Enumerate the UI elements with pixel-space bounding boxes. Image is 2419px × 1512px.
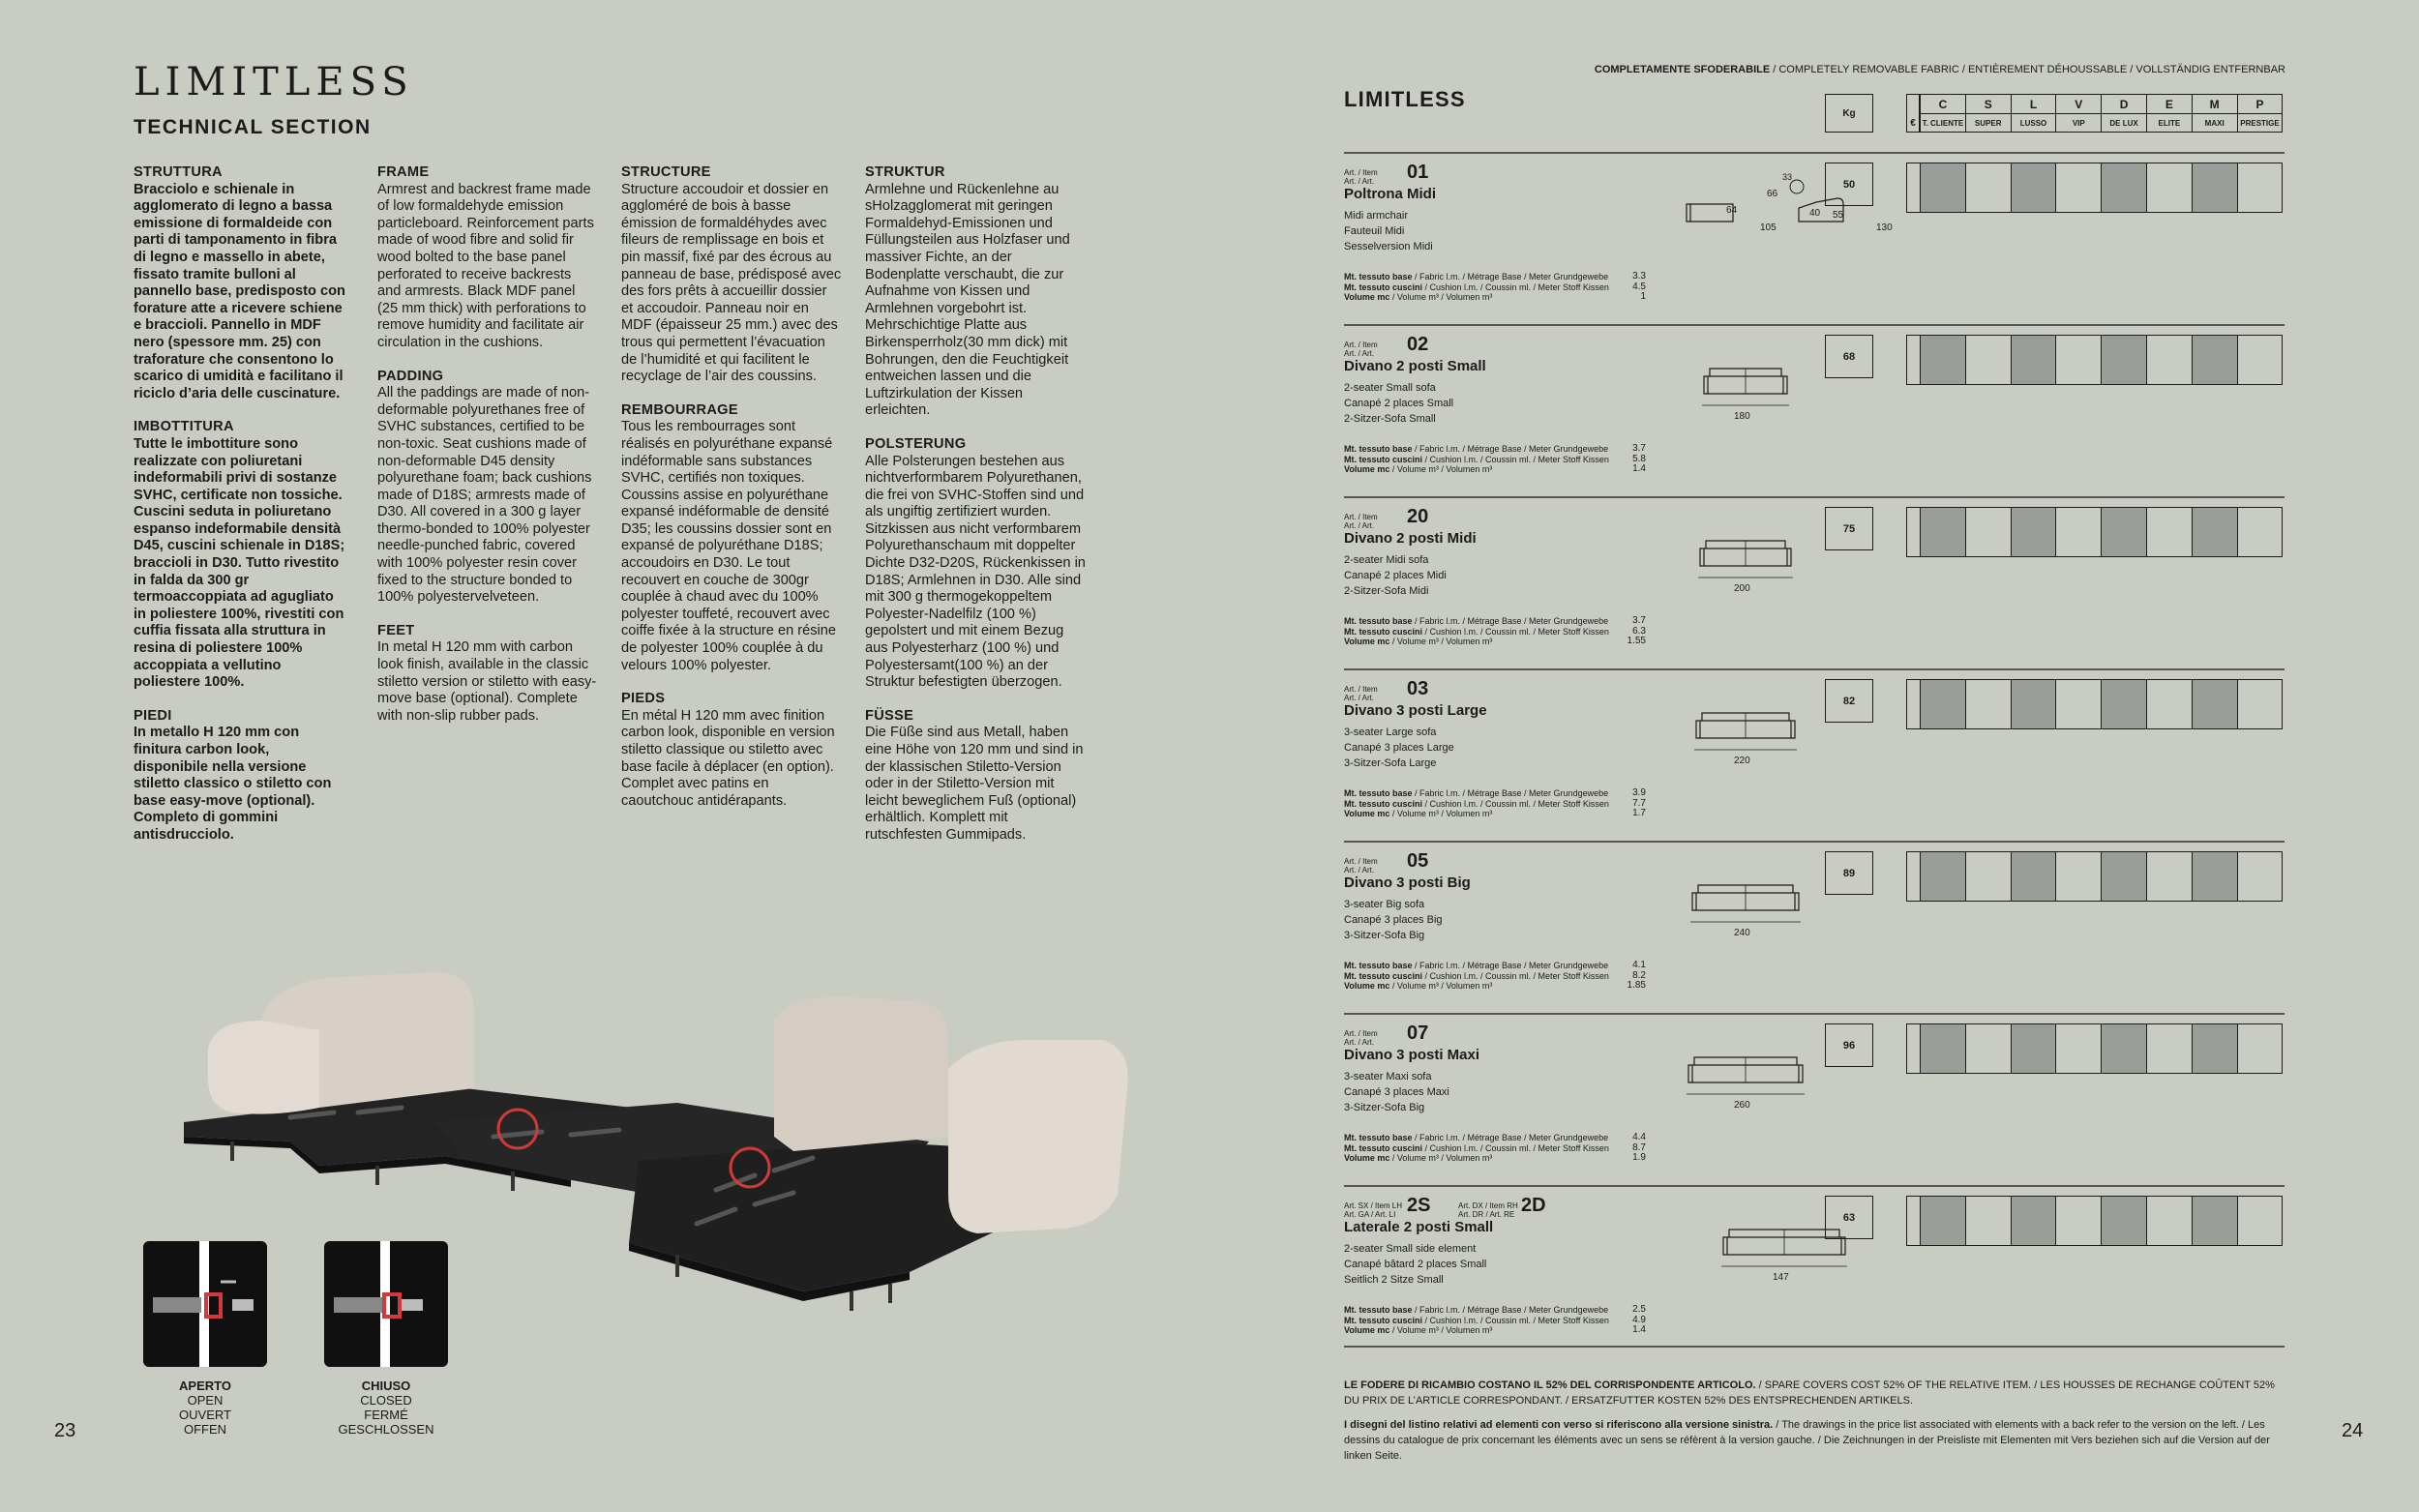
price-grid xyxy=(1906,851,2283,902)
heading: FRAME xyxy=(377,164,430,180)
fabric-labels: Mt. tessuto base / Fabric l.m. / Métrage Base / Meter Grundgewebe Mt. tessuto cuscini / Cushion l.m. / Coussin ml. / Meter Stoff Kissen Volume mc / Volume m³ / Volumen m³ xyxy=(1344,961,1609,991)
fabric-values: 3.7 6.3 1.55 xyxy=(1627,615,1646,646)
removable-fabric-note: COMPLETAMENTE SFODERABILE / COMPLETELY REMOVABLE FABRIC / ENTIÈREMENT DÉHOUSSABLE / VOLLSTÄNDIG ENTFERNBAR xyxy=(1594,64,2285,75)
price-cell xyxy=(2011,680,2056,728)
heading: STRUKTUR xyxy=(865,164,945,180)
fabric-labels: Mt. tessuto base / Fabric l.m. / Métrage Base / Meter Grundgewebe Mt. tessuto cuscini / Cushion l.m. / Coussin ml. / Meter Stoff Kissen Volume mc / Volume m³ / Volumen m³ xyxy=(1344,788,1609,818)
heading: FÜSSE xyxy=(865,707,914,724)
grade-column-d xyxy=(2101,95,2146,132)
price-cell xyxy=(2192,508,2237,556)
price-grid xyxy=(1906,163,2283,213)
fabric-labels: Mt. tessuto base / Fabric l.m. / Métrage Base / Meter Grundgewebe Mt. tessuto cuscini / Cushion l.m. / Coussin ml. / Meter Stoff Kissen Volume mc / Volume m³ / Volumen m³ xyxy=(1344,444,1609,474)
grade-code: E xyxy=(2147,95,2192,114)
grade-column-s xyxy=(1965,95,2011,132)
price-cell xyxy=(1920,336,1965,384)
item-translations: 3-seater Maxi sofa Canapé 3 places Maxi 3-Sitzer-Sofa Big xyxy=(1344,1071,1449,1113)
item-name: Divano 3 posti Big xyxy=(1344,875,1471,891)
paragraph: In metal H 120 mm with carbon look finish, available in the classic stiletto version or stiletto with easy-move base (optional). Complete with non-slip rubber pads. xyxy=(377,639,597,724)
dimension-label: 40 xyxy=(1809,208,1821,219)
currency-symbol: € xyxy=(1907,95,1920,132)
price-grid xyxy=(1906,1196,2283,1246)
paragraph: Structure accoudoir et dossier en aggloméré de bois à basse émission de formaldéhydes avec fileurs de remplissage en bois et pin massif, fixé par des écrous au panneau de base, prédisposé avec des fors prêts à accueillir dossier et accoudoir. Panneau noir en MDF (épaisseur 25 mm.) avec des trous qui permettent l’évacuation de l’humidité et qui facilitent le recyclage de l’air des coussins. xyxy=(621,181,842,385)
price-cell xyxy=(1920,163,1965,212)
item-name: Laterale 2 posti Small xyxy=(1344,1219,1494,1235)
heading: PIEDI xyxy=(134,707,172,724)
price-cell xyxy=(2146,852,2192,901)
price-cell xyxy=(1965,508,2011,556)
english-column xyxy=(377,164,598,725)
price-cell xyxy=(1965,1024,2011,1073)
price-cell xyxy=(2101,680,2146,728)
item-translations: Midi armchair Fauteuil Midi Sesselversion Midi xyxy=(1344,210,1433,252)
grade-code: C xyxy=(1921,95,1965,114)
price-cell xyxy=(1920,508,1965,556)
price-list-title: LIMITLESS xyxy=(1344,87,1466,111)
heading: REMBOURRAGE xyxy=(621,401,738,418)
grade-column-c xyxy=(1920,95,1965,132)
price-cell xyxy=(2237,852,2283,901)
price-cell xyxy=(2237,1024,2283,1073)
fabric-values: 3.7 5.8 1.4 xyxy=(1632,443,1646,474)
price-grid xyxy=(1906,335,2283,385)
item-translations: 2-seater Small side element Canapé bâtard 2 places Small Seitlich 2 Sitze Small xyxy=(1344,1243,1487,1286)
french-column xyxy=(621,164,842,810)
german-column xyxy=(865,164,1086,845)
price-grid xyxy=(1906,679,2283,729)
price-cell xyxy=(2146,163,2192,212)
weight-kg: 68 xyxy=(1825,335,1873,378)
price-row-20 xyxy=(1344,498,2285,670)
price-cell xyxy=(2055,852,2101,901)
grade-column-v xyxy=(2055,95,2101,132)
price-cell xyxy=(2101,336,2146,384)
dimension-label: 260 xyxy=(1734,1100,1750,1111)
price-cell xyxy=(1965,1197,2011,1245)
heading: IMBOTTITURA xyxy=(134,419,234,435)
price-cell xyxy=(2192,1197,2237,1245)
price-cell xyxy=(2011,163,2056,212)
dimension-label: 33 xyxy=(1782,172,1793,182)
price-grid xyxy=(1906,507,2283,557)
grade-column-p xyxy=(2237,95,2283,132)
sofa-drawing xyxy=(1685,527,1807,585)
price-cell xyxy=(2055,508,2101,556)
grade-label: MAXI xyxy=(2204,118,2225,128)
price-cell xyxy=(1920,1197,1965,1245)
item-code: 05 xyxy=(1407,850,1429,872)
price-cell xyxy=(2146,1197,2192,1245)
dimension-label: 200 xyxy=(1734,583,1750,594)
price-cell xyxy=(2192,680,2237,728)
price-cell xyxy=(2055,336,2101,384)
art-label: Art. / Item Art. / Art. xyxy=(1344,168,1378,186)
price-cell xyxy=(1920,1024,1965,1073)
grade-column-m xyxy=(2192,95,2237,132)
dimension-label: 105 xyxy=(1760,222,1777,233)
dimension-label: 220 xyxy=(1734,756,1750,766)
italian-column xyxy=(134,164,346,845)
grade-label: LUSSO xyxy=(2019,118,2047,128)
price-cell xyxy=(2055,1024,2101,1073)
fabric-labels: Mt. tessuto base / Fabric l.m. / Métrage Base / Meter Grundgewebe Mt. tessuto cuscini / Cushion l.m. / Coussin ml. / Meter Stoff Kissen Volume mc / Volume m³ / Volumen m³ xyxy=(1344,272,1609,302)
price-cell xyxy=(2237,680,2283,728)
price-cell xyxy=(1965,852,2011,901)
paragraph: Bracciolo e schienale in agglomerato di legno a bassa emissione di formaldeide con parti di tamponamento in fibra di legno e massello in abete, fissato tramite bulloni al pannello base, predisposto con forature atte a ricevere schiene e braccioli. Pannello in MDF nero (spessore mm. 25) con traforature che consentono lo scarico di umidità e facilitano il riciclo d’aria delle cuscinature. xyxy=(134,181,345,401)
paragraph: Tous les rembourrages sont réalisés en polyuréthane expansé indéformable sans substances SVHC, certifiés non toxiques. Coussins assise en polyuréthane expansé indéformable de densité D35; les coussins dossier sont en expansé de polyuréthane D18S; accoudoirs en D30. Le tout recouvert en couche de 300gr couplée à chaud avec du 100% polyester touffeté, recouvert avec coiffe fixée à la structure en résine de polyester 100% couplée à du velours 100% polyester. xyxy=(621,419,836,673)
heading: STRUCTURE xyxy=(621,164,711,180)
weight-kg: 82 xyxy=(1825,679,1873,723)
item-code: 20 xyxy=(1407,506,1429,527)
weight-kg: 89 xyxy=(1825,851,1873,895)
paragraph: Alle Polsterungen bestehen aus nichtverformbarem Polyurethanen, die frei von SVHC-Stoffen sind und als ungiftig zertifiziert wurden. Sitzkissen aus nicht verformbarem Polyurethanschaum mit doppelter Dichte D32-D20S, Rückenkissen in D18S; Armlehnen in D30. Alle sind mit 300 g thermogekoppeltem Polyester-Nadelfilz (100 %) gepolstert und mit einem Bezug aus Polyesterharz (100 %) und Polyestersamt(100 %) an der Struktur befestigten überzogen. xyxy=(865,453,1086,691)
page-number-right: 24 xyxy=(2342,1420,2364,1441)
open-lock-detail xyxy=(143,1241,267,1367)
item-translations: 2-seater Midi sofa Canapé 2 places Midi 2-Sitzer-Sofa Midi xyxy=(1344,554,1447,597)
grade-code: L xyxy=(2012,95,2056,114)
row-separator xyxy=(1344,1346,2285,1348)
item-name: Poltrona Midi xyxy=(1344,186,1436,202)
price-cell xyxy=(2101,508,2146,556)
dimension-label: 55 xyxy=(1833,210,1844,221)
price-cell xyxy=(1965,336,2011,384)
weight-kg: 75 xyxy=(1825,507,1873,550)
fabric-values: 2.5 4.9 1.4 xyxy=(1632,1304,1646,1335)
paragraph: Armrest and backrest frame made of low formaldehyde emission particleboard. Reinforcement parts made of wood fibre and solid fir wood bolted to the base panel perforated to receive backrests and armrests. Black MDF panel (25 mm thick) with perforations to remove humidity and facilitate air circulation in the cushions. xyxy=(377,181,594,350)
price-cell xyxy=(2192,852,2237,901)
price-row-02 xyxy=(1344,326,2285,498)
price-cell xyxy=(2237,508,2283,556)
art-label: Art. / Item Art. / Art. xyxy=(1344,341,1378,358)
drawings-note: I disegni del listino relativi ad elementi con verso si riferiscono alla versione sinistra. / The drawings in the price list associated with elements with a back refer to the version on the left. / Les dessins du catalogue de prix concernant les éléments avec un sens se réfèrent à la version gauche. / Die Zeichnungen in der Preisliste mit Elementen mit Vers beziehen sich auf die Version auf der linken Seite. xyxy=(1344,1419,2270,1462)
price-cell xyxy=(2101,1197,2146,1245)
price-cell xyxy=(2055,1197,2101,1245)
paragraph: Tutte le imbottiture sono realizzate con poliuretani indeformabili privi di sostanze SVHC, certificate non tossiche. Cuscini seduta in poliuretano espanso indeformabile densità D45, cuscini schienale in D18S; braccioli in D30. Tutto rivestito in falda da 300 gr termoaccoppiata ad agugliato in poliestere 100%, rivestiti con cuffia fissata alla struttura in resina di poliestere 100% accoppiata a vellutino poliestere 100%. xyxy=(134,435,345,691)
art-label: Art. / Item Art. / Art. xyxy=(1344,857,1378,875)
price-cell xyxy=(2192,163,2237,212)
item-name: Divano 3 posti Maxi xyxy=(1344,1047,1480,1063)
sofa-structure-illustration xyxy=(174,943,1151,1369)
price-cell xyxy=(2101,163,2146,212)
dimension-label: 130 xyxy=(1876,222,1893,233)
dimension-label: 240 xyxy=(1734,928,1750,938)
price-cell xyxy=(2237,163,2283,212)
price-row-07 xyxy=(1344,1015,2285,1187)
item-name: Divano 3 posti Large xyxy=(1344,702,1487,719)
price-cell xyxy=(2011,1024,2056,1073)
price-cell xyxy=(2237,1197,2283,1245)
grade-label: VIP xyxy=(2072,118,2085,128)
closed-lock-detail xyxy=(324,1241,448,1367)
art-label: Art. / Item Art. / Art. xyxy=(1344,685,1378,702)
heading: PIEDS xyxy=(621,691,666,707)
item-name: Divano 2 posti Midi xyxy=(1344,530,1477,547)
section-title: TECHNICAL SECTION xyxy=(134,116,372,138)
fabric-values: 3.3 4.5 1 xyxy=(1632,271,1646,302)
art-label: Art. / Item Art. / Art. xyxy=(1344,513,1378,530)
price-row-03 xyxy=(1344,670,2285,843)
price-cell xyxy=(2055,163,2101,212)
item-code-2: 2D xyxy=(1521,1195,1546,1216)
sofa-drawing xyxy=(1673,1044,1818,1102)
item-translations: 3-seater Large sofa Canapé 3 places Large 3-Sitzer-Sofa Large xyxy=(1344,726,1454,769)
dimension-label: 180 xyxy=(1734,411,1750,422)
grade-label: DE LUX xyxy=(2109,118,2138,128)
weight-kg: 50 xyxy=(1825,163,1873,206)
closed-label: CHIUSO CLOSED FERMÉ GESCHLOSSEN xyxy=(338,1379,434,1437)
item-translations: 2-seater Small sofa Canapé 2 places Small 2-Sitzer-Sofa Small xyxy=(1344,382,1454,425)
fabric-values: 4.4 8.7 1.9 xyxy=(1632,1132,1646,1163)
price-cell xyxy=(2237,336,2283,384)
open-label: APERTO OPEN OUVERT OFFEN xyxy=(179,1379,231,1437)
paragraph: All the paddings are made of non-deformable polyurethanes free of SVHC substances, certified to be non-toxic. Seat cushions made of non-deformable D45 density polyurethane foam; back cushions made of D18S; armrests made of D30. All covered in a 300 g layer thermo-bonded to 100% polyester needle-punched fabric, covered with 100% polyester resin cover fixed to the structure bonded to 100% polyestervelveteen. xyxy=(377,385,592,606)
item-name: Divano 2 posti Small xyxy=(1344,358,1486,374)
item-translations: 3-seater Big sofa Canapé 3 places Big 3-Sitzer-Sofa Big xyxy=(1344,899,1443,941)
grade-code: D xyxy=(2102,95,2146,114)
kg-header: Kg xyxy=(1825,94,1873,133)
price-cell xyxy=(2011,852,2056,901)
item-code: 2S xyxy=(1407,1195,1431,1216)
weight-kg: 96 xyxy=(1825,1023,1873,1067)
price-cell xyxy=(1965,163,2011,212)
page-number-left: 23 xyxy=(54,1420,76,1441)
heading: POLSTERUNG xyxy=(865,435,967,452)
grade-label: PRESTIGE xyxy=(2240,118,2280,128)
paragraph: In metallo H 120 mm con finitura carbon look, disponibile nella versione stiletto classico o stiletto con base easy-move (optional). Completo di gommini antisdrucciolo. xyxy=(134,725,332,843)
price-cell xyxy=(2192,1024,2237,1073)
price-cell xyxy=(2011,336,2056,384)
price-cell xyxy=(2101,1024,2146,1073)
item-code: 07 xyxy=(1407,1023,1429,1044)
grade-column-e xyxy=(2146,95,2192,132)
price-cell xyxy=(1965,680,2011,728)
fabric-labels: Mt. tessuto base / Fabric l.m. / Métrage Base / Meter Grundgewebe Mt. tessuto cuscini / Cushion l.m. / Coussin ml. / Meter Stoff Kissen Volume mc / Volume m³ / Volumen m³ xyxy=(1344,1305,1609,1335)
price-row-05 xyxy=(1344,843,2285,1015)
art-label-sx: Art. SX / Item LH Art. GA / Art. LI xyxy=(1344,1201,1403,1219)
spare-covers-note: LE FODERE DI RICAMBIO COSTANO IL 52% DEL CORRISPONDENTE ARTICOLO. / SPARE COVERS COST 52% OF THE RELATIVE ITEM. / LES HOUSSES DE RECHANGE COÛTENT 52% DU PRIX DE L’ARTICLE CORRESPONDANT. / ERSATZFUTTER KOSTEN 52% DES ENTSPRECHENDEN ARTIKELS. xyxy=(1344,1379,2275,1407)
fabric-values: 4.1 8.2 1.85 xyxy=(1627,960,1646,991)
sofa-drawing xyxy=(1681,699,1810,757)
fabric-labels: Mt. tessuto base / Fabric l.m. / Métrage Base / Meter Grundgewebe Mt. tessuto cuscini / Cushion l.m. / Coussin ml. / Meter Stoff Kissen Volume mc / Volume m³ / Volumen m³ xyxy=(1344,616,1609,646)
grade-code: S xyxy=(1966,95,2011,114)
armchair-drawing xyxy=(1673,175,1925,262)
dimension-label: 66 xyxy=(1767,189,1778,199)
price-cell xyxy=(2146,680,2192,728)
paragraph: En métal H 120 mm avec finition carbon look, disponible en version stiletto classique ou stiletto avec base facile à déplacer (en option). Complet avec patins en caoutchouc antidérapants. xyxy=(621,707,835,809)
brand-logo: LIMITLESS xyxy=(134,60,414,104)
dimension-label: 64 xyxy=(1726,205,1738,216)
price-cell xyxy=(2011,508,2056,556)
fabric-values: 3.9 7.7 1.7 xyxy=(1632,787,1646,818)
sofa-drawing xyxy=(1677,872,1814,930)
item-code: 02 xyxy=(1407,334,1429,355)
heading: STRUTTURA xyxy=(134,164,223,180)
heading: FEET xyxy=(377,622,415,638)
art-label: Art. / Item Art. / Art. xyxy=(1344,1029,1378,1047)
fabric-grade-header xyxy=(1906,94,2283,133)
paragraph: Die Füße sind aus Metall, haben eine Höhe von 120 mm und sind in der klassischen Stiletto-Version oder in der Stiletto-Version mit leicht beweglichem Fuß (optional) erhältlich. Komplett mit rutschfesten Gummipads. xyxy=(865,725,1084,843)
fabric-labels: Mt. tessuto base / Fabric l.m. / Métrage Base / Meter Grundgewebe Mt. tessuto cuscini / Cushion l.m. / Coussin ml. / Meter Stoff Kissen Volume mc / Volume m³ / Volumen m³ xyxy=(1344,1133,1609,1163)
price-row-01 xyxy=(1344,154,2285,326)
price-cell xyxy=(2055,680,2101,728)
heading: PADDING xyxy=(377,368,444,384)
art-label-dx: Art. DX / Item RH Art. DR / Art. RE xyxy=(1458,1201,1518,1219)
price-cell xyxy=(2192,336,2237,384)
grade-column-l xyxy=(2011,95,2056,132)
grade-code: M xyxy=(2193,95,2237,114)
paragraph: Armlehne und Rückenlehne au sHolzagglomerat mit geringen Formaldehyd-Emissionen und Füllungsteilen aus Holzfaser und massiver Fichte, an der Bodenplatte verschaubt, die zur Aufnahme von Kissen und Armlehnen vorgebohrt ist. Mehrschichtige Platte aus Birkensperrholz(30 mm dick) mit Bohrungen, den die Feuchtigkeit entweichen lassen und die Luftzirkulation der Kissen erleichten. xyxy=(865,181,1070,419)
price-row-2s xyxy=(1344,1187,2285,1359)
price-cell xyxy=(2146,336,2192,384)
weight-kg: 63 xyxy=(1825,1196,1873,1239)
price-cell xyxy=(1920,680,1965,728)
item-code: 03 xyxy=(1407,678,1429,699)
price-grid xyxy=(1906,1023,2283,1074)
price-cell xyxy=(1920,852,1965,901)
item-code: 01 xyxy=(1407,162,1429,183)
price-cell xyxy=(2146,1024,2192,1073)
price-cell xyxy=(2146,508,2192,556)
dimension-label: 147 xyxy=(1773,1272,1789,1283)
grade-label: ELITE xyxy=(2158,118,2181,128)
grade-code: P xyxy=(2238,95,2283,114)
sofa-drawing xyxy=(1688,355,1803,413)
grade-label: SUPER xyxy=(1974,118,2002,128)
grade-code: V xyxy=(2056,95,2101,114)
grade-label: T. CLIENTE xyxy=(1922,118,1964,128)
price-cell xyxy=(2011,1197,2056,1245)
price-cell xyxy=(2101,852,2146,901)
